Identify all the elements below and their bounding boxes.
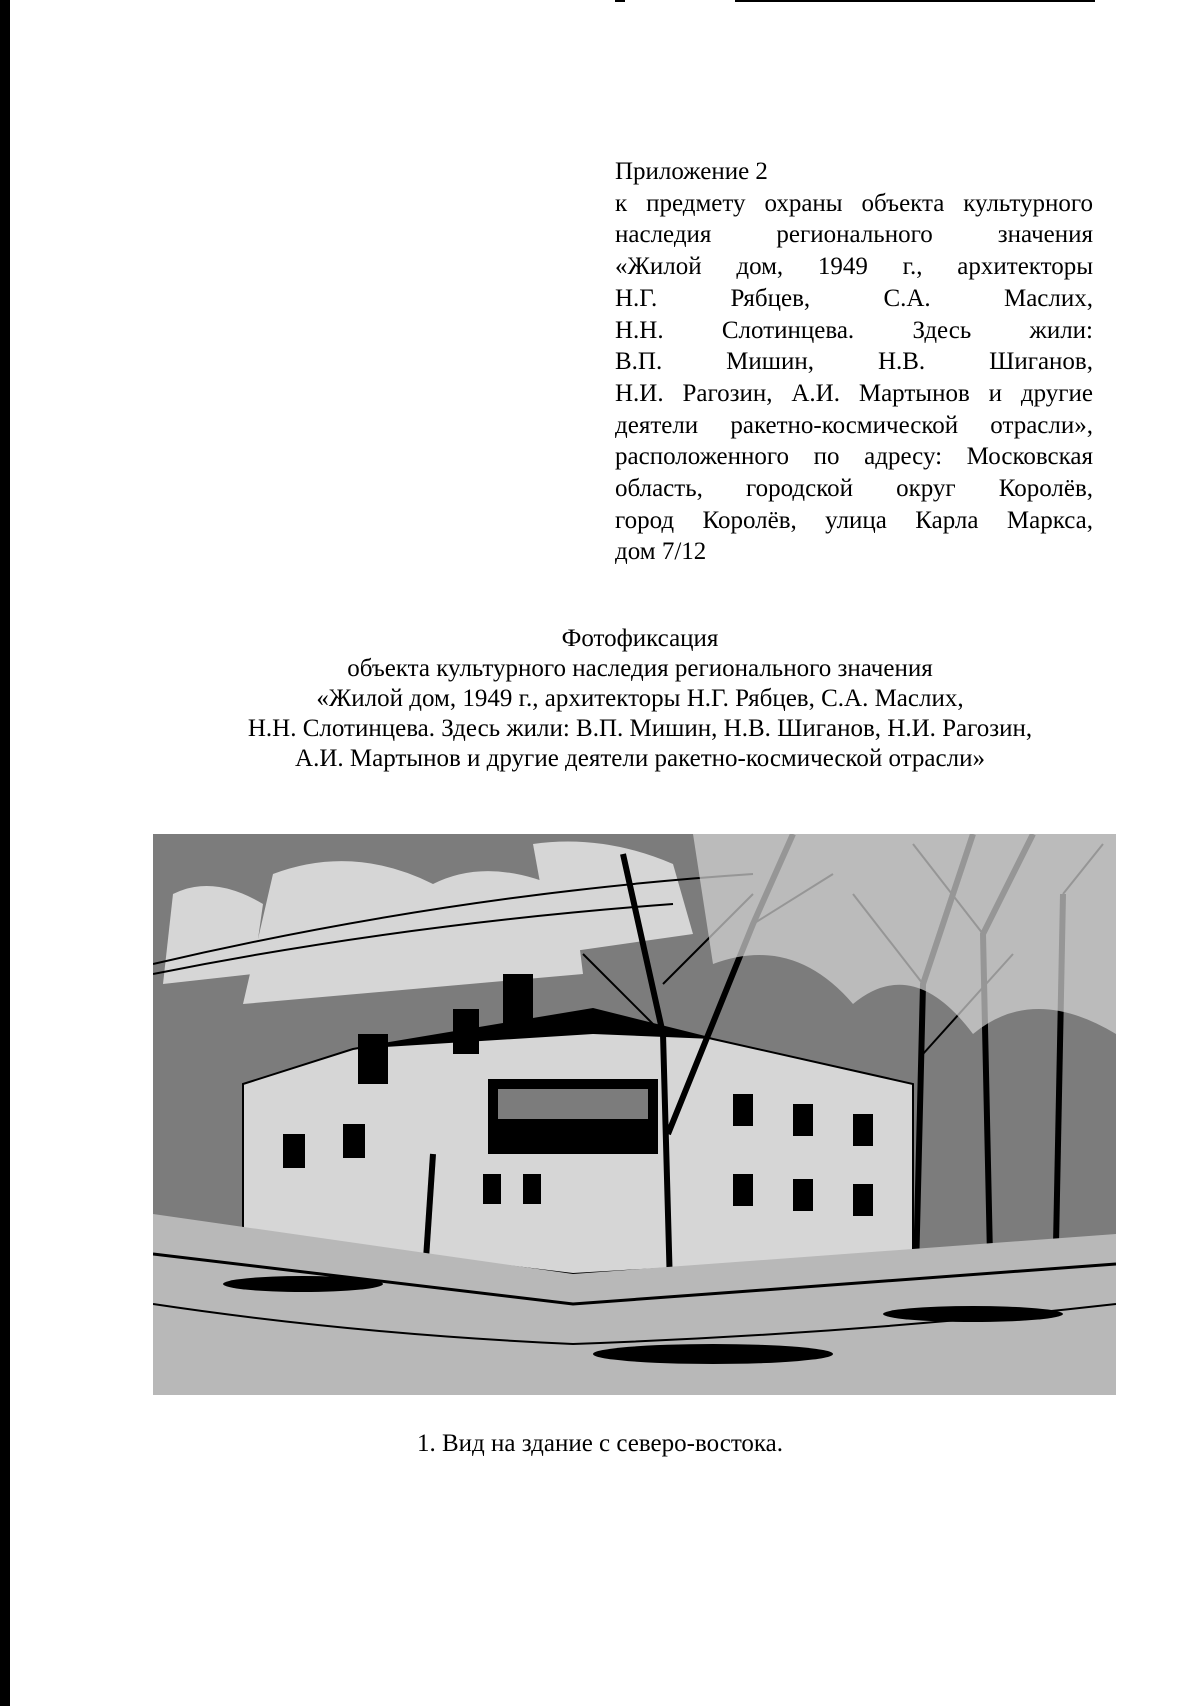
scan-mark-top (615, 0, 625, 2)
title-line: Н.Н. Слотинцева. Здесь жили: В.П. Мишин, Н.В. Шиганов, Н.И. Рагозин, (247, 715, 1033, 742)
photo-chimney (358, 1034, 388, 1084)
building-photo (153, 834, 1116, 1395)
photo-balcony-glass (498, 1089, 648, 1119)
annex-line: Н.И. Рагозин, А.И. Мартынов и другие (615, 379, 1093, 407)
annex-line: расположенного по адресу: Московская (615, 443, 1093, 471)
annex-block (615, 156, 1093, 568)
annex-line: Н.Н. Слотинцева. Здесь жили: (615, 316, 1093, 344)
annex-line: наследия регионального значения (615, 221, 1093, 249)
scan-mark-top-right (735, 0, 1095, 2)
document-title (60, 624, 1200, 774)
title-line: объекта культурного наследия регионального значения (347, 655, 933, 682)
annex-line: дом 7/12 (615, 538, 707, 566)
building-photo-svg (153, 834, 1116, 1395)
annex-line: к предмету охраны объекта культурного (615, 189, 1093, 217)
annex-line: город Королёв, улица Карла Маркса, (615, 506, 1093, 534)
annex-line: «Жилой дом, 1949 г., архитекторы (615, 253, 1093, 281)
annex-line: В.П. Мишин, Н.В. Шиганов, (615, 348, 1093, 376)
title-line: А.И. Мартынов и другие деятели ракетно-космической отрасли» (295, 745, 985, 772)
title-line: «Жилой дом, 1949 г., архитекторы Н.Г. Рябцев, С.А. Маслих, (316, 685, 964, 712)
annex-line: Н.Г. Рябцев, С.А. Маслих, (615, 284, 1093, 312)
photo-chimney (503, 974, 533, 1029)
annex-line: Приложение 2 (615, 158, 768, 185)
annex-line: деятели ракетно-космической отрасли», (615, 411, 1093, 439)
annex-line: область, городской округ Королёв, (615, 475, 1093, 503)
title-heading: Фотофиксация (561, 625, 719, 652)
photo-caption: 1. Вид на здание с северо-востока. (416, 1430, 784, 1457)
photo-chimney (453, 1009, 479, 1054)
